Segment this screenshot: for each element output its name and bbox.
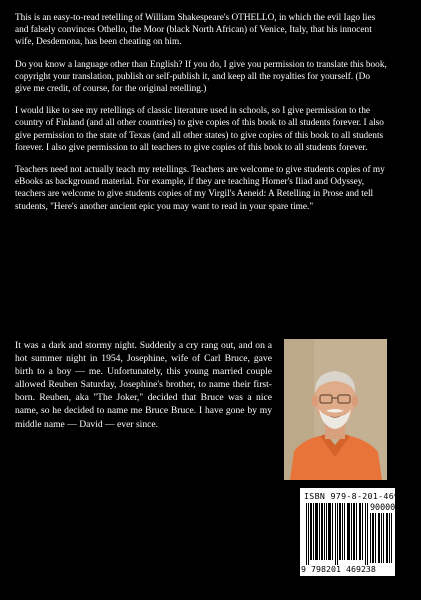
ean-digits: 9 798201 469238 bbox=[301, 564, 376, 574]
author-photo bbox=[284, 339, 387, 480]
isbn-barcode bbox=[300, 488, 421, 576]
ean13-bars bbox=[306, 503, 368, 565]
blurb-paragraph-1: This is an easy-to-read retelling of William Shakespeare's OTHELLO, in which the evil Iago lies and falsely convinces Othello, the Moor (black North African) of Venice, Italy, that his innocent wife, Desdemona, has been cheating on him. bbox=[15, 13, 376, 48]
book-blurb bbox=[15, 12, 387, 223]
author-bio: It was a dark and stormy night. Suddenly a cry rang out, and on a hot summer night in 1954, Josephine, wife of Carl Bruce, gave birth to a boy — me. Unfortunately, this young married couple allowed Reuben Saturday, Josephine's brother, to name their first-born. Reuben, aka "The Joker," decided that Bruce was a nice name, so he decided to name me Bruce Bruce. I have gone by my middle name — David — ever since. bbox=[15, 340, 272, 430]
blurb-paragraph-3: I would like to see my retellings of classic literature used in schools, so I give permission to the country of Finland (and all other countries) to give copies of this book to all students forever. I also give permission to the state of Texas (and all other states) to give copies of this book to all students forever. I also give permission to all teachers to give copies of this book to all students forever. bbox=[15, 106, 384, 153]
blurb-paragraph-2: Do you know a language other than English? If you do, I give you permission to translate this book, copyright your translation, publish or self-publish it, and keep all the royalties for yourself. (Do give me credit, of course, for the original retelling.) bbox=[15, 59, 387, 95]
addon-bars bbox=[370, 513, 392, 563]
blurb-paragraph-4: Teachers need not actually teach my retellings. Teachers are welcome to give students copies of my eBooks as background material. For example, if they are teaching Homer's Iliad and Odyssey, teachers are welcome to give students copies of my Virgil's Aeneid: A Retelling in Prose and tell students, "Here's another ancient epic you may want to read in your spare time." bbox=[15, 165, 385, 212]
price-code: 90000 bbox=[370, 502, 396, 512]
author-portrait-illustration bbox=[284, 339, 387, 480]
isbn-label: ISBN 979-8-201-46923-8 bbox=[304, 491, 421, 501]
